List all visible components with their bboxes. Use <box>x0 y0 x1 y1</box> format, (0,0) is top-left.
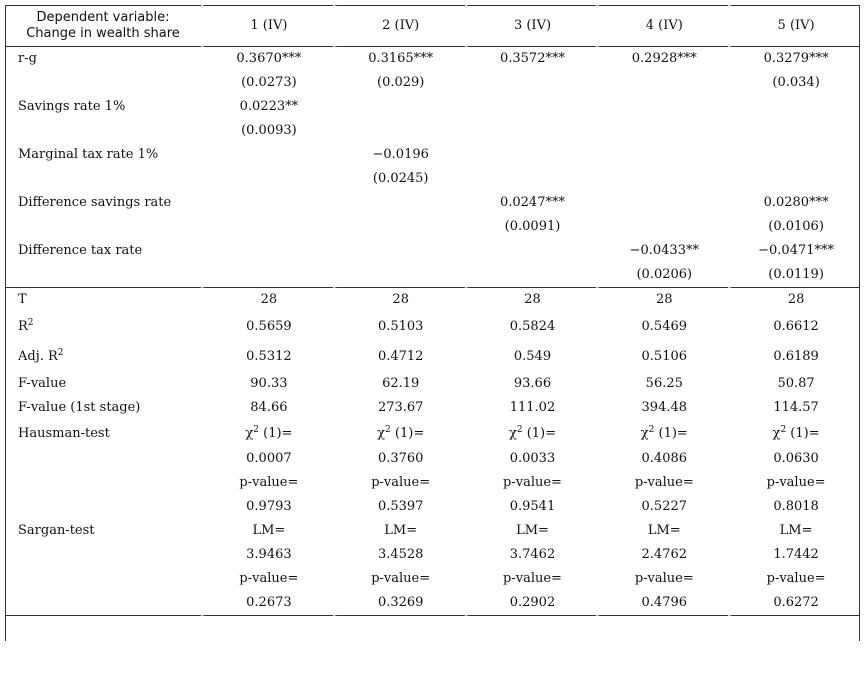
header-row <box>5 5 860 47</box>
stat-value: 0.5312 <box>201 342 333 372</box>
column-header: 5 (IV) <box>728 5 860 47</box>
se-value: (0.0093) <box>201 119 333 143</box>
stat-row-hausman-p <box>5 495 860 519</box>
se-value <box>596 119 728 143</box>
p-value-label: p-value= <box>201 567 333 591</box>
se-value <box>465 167 597 191</box>
stat-value: 0.3760 <box>333 447 465 471</box>
stat-value: 0.5103 <box>333 312 465 342</box>
stat-row-f <box>5 372 860 396</box>
stat-value: 56.25 <box>596 372 728 396</box>
stat-value: 0.5227 <box>596 495 728 519</box>
stat-value: 0.9541 <box>465 495 597 519</box>
stat-value: 3.9463 <box>201 543 333 567</box>
coef-label: Difference savings rate <box>18 195 172 210</box>
stat-value: 0.549 <box>465 342 597 372</box>
se-value: (0.0273) <box>201 71 333 95</box>
coef-row <box>5 191 860 215</box>
stat-label: F-value (1st stage) <box>18 400 141 415</box>
stat-value: 0.9793 <box>201 495 333 519</box>
coef-value <box>201 143 333 167</box>
stat-value: 3.4528 <box>333 543 465 567</box>
stat-value: 0.4086 <box>596 447 728 471</box>
stat-value: 0.5824 <box>465 312 597 342</box>
stat-value: 84.66 <box>201 396 333 420</box>
hausman-chi-label: $\chi^2$ (1)= <box>465 420 597 447</box>
se-value <box>333 215 465 239</box>
stat-value: 0.4796 <box>596 591 728 616</box>
coef-value: −0.0433** <box>596 239 728 263</box>
coef-value: 0.3279*** <box>728 47 860 71</box>
column-header: 2 (IV) <box>333 5 465 47</box>
stat-value: 28 <box>333 288 465 312</box>
se-value: (0.0091) <box>465 215 597 239</box>
stat-value: 28 <box>465 288 597 312</box>
stat-row-hausman-chi <box>5 447 860 471</box>
coef-label: Difference tax rate <box>18 243 143 258</box>
se-row <box>5 215 860 239</box>
se-value <box>596 167 728 191</box>
lm-label: LM= <box>201 519 333 543</box>
coef-value <box>465 95 597 119</box>
stat-value: 111.02 <box>465 396 597 420</box>
se-row <box>5 167 860 191</box>
stat-value: 0.6189 <box>728 342 860 372</box>
coef-value: 0.3572*** <box>465 47 597 71</box>
coef-row <box>5 47 860 71</box>
se-value: (0.0119) <box>728 263 860 288</box>
stat-value: 0.6612 <box>728 312 860 342</box>
stat-value: 0.4712 <box>333 342 465 372</box>
lm-label: LM= <box>465 519 597 543</box>
stat-value: 273.67 <box>333 396 465 420</box>
coef-value <box>333 239 465 263</box>
coef-value <box>596 191 728 215</box>
stat-value: 28 <box>596 288 728 312</box>
stat-value: 90.33 <box>201 372 333 396</box>
p-value-label: p-value= <box>728 471 860 495</box>
se-value <box>465 263 597 288</box>
stat-value: 0.5469 <box>596 312 728 342</box>
se-value <box>465 71 597 95</box>
se-value <box>465 119 597 143</box>
se-value <box>596 71 728 95</box>
p-value-label: p-value= <box>465 567 597 591</box>
lm-label: LM= <box>596 519 728 543</box>
stat-value: 0.5106 <box>596 342 728 372</box>
se-value <box>333 119 465 143</box>
se-row <box>5 71 860 95</box>
stat-label: F-value <box>18 376 67 391</box>
stat-label: Hausman-test <box>18 425 110 441</box>
coef-label: Savings rate 1% <box>18 99 126 114</box>
coef-value: 0.0247*** <box>465 191 597 215</box>
stat-value: 0.6272 <box>728 591 860 616</box>
stat-row-f1 <box>5 396 860 420</box>
stat-value: 0.5659 <box>201 312 333 342</box>
se-value <box>728 167 860 191</box>
hausman-chi-label: $\chi^2$ (1)= <box>333 420 465 447</box>
stat-value: 0.2673 <box>201 591 333 616</box>
stat-value: 3.7462 <box>465 543 597 567</box>
p-value-label: p-value= <box>728 567 860 591</box>
stat-value: 0.8018 <box>728 495 860 519</box>
stat-value: 28 <box>728 288 860 312</box>
stat-label: T <box>18 292 27 307</box>
coef-value: 0.3670*** <box>201 47 333 71</box>
coef-label: r-g <box>18 51 37 66</box>
se-row <box>5 263 860 288</box>
hausman-chi-label: $\chi^2$ (1)= <box>728 420 860 447</box>
stat-value: 93.66 <box>465 372 597 396</box>
stat-row-adj-r2 <box>5 342 860 372</box>
se-value: (0.029) <box>333 71 465 95</box>
stat-row-t <box>5 288 860 312</box>
se-row <box>5 119 860 143</box>
se-value <box>728 119 860 143</box>
coef-value: 0.2928*** <box>596 47 728 71</box>
coef-value <box>465 239 597 263</box>
coef-value: 0.0223** <box>201 95 333 119</box>
regression-table <box>5 5 860 616</box>
stat-value: 0.5397 <box>333 495 465 519</box>
coef-value <box>201 191 333 215</box>
stat-value: 1.7442 <box>728 543 860 567</box>
p-value-label: p-value= <box>465 471 597 495</box>
coef-label: Marginal tax rate 1% <box>18 147 159 162</box>
stat-value: 0.0630 <box>728 447 860 471</box>
coef-value <box>465 143 597 167</box>
dependent-variable-label: Dependent variable: <box>36 10 170 25</box>
stat-row-hausman <box>5 420 860 447</box>
stat-value: 2.4762 <box>596 543 728 567</box>
se-value: (0.034) <box>728 71 860 95</box>
se-value: (0.0206) <box>596 263 728 288</box>
stat-row-sargan <box>5 519 860 543</box>
coef-value <box>201 239 333 263</box>
coef-row <box>5 239 860 263</box>
coef-value: −0.0196 <box>333 143 465 167</box>
hausman-chi-label: $\chi^2$ (1)= <box>596 420 728 447</box>
stat-value: 0.2902 <box>465 591 597 616</box>
coef-value <box>728 95 860 119</box>
stat-label: Sargan-test <box>18 523 95 538</box>
coef-value: 0.0280*** <box>728 191 860 215</box>
p-value-label: p-value= <box>333 567 465 591</box>
p-value-label: p-value= <box>596 471 728 495</box>
p-value-label: p-value= <box>333 471 465 495</box>
coef-value <box>333 95 465 119</box>
coef-value <box>728 143 860 167</box>
stat-value: 114.57 <box>728 396 860 420</box>
coef-value <box>596 143 728 167</box>
column-header: 4 (IV) <box>596 5 728 47</box>
stat-label: $R^2$ <box>18 318 34 334</box>
stat-value: 62.19 <box>333 372 465 396</box>
se-value <box>596 215 728 239</box>
se-value <box>201 167 333 191</box>
stat-value: 0.3269 <box>333 591 465 616</box>
stat-value: 0.0007 <box>201 447 333 471</box>
se-value <box>333 263 465 288</box>
coef-row <box>5 95 860 119</box>
stat-value: 50.87 <box>728 372 860 396</box>
stat-value: 28 <box>201 288 333 312</box>
coef-value <box>596 95 728 119</box>
stat-value: 0.0033 <box>465 447 597 471</box>
lm-label: LM= <box>728 519 860 543</box>
se-value <box>201 263 333 288</box>
column-header: 1 (IV) <box>201 5 333 47</box>
column-header: 3 (IV) <box>465 5 597 47</box>
se-value: (0.0106) <box>728 215 860 239</box>
stat-row-r2 <box>5 312 860 342</box>
stat-row-sargan-p <box>5 591 860 616</box>
coef-value: −0.0471*** <box>728 239 860 263</box>
stat-row-sargan-p-label <box>5 567 860 591</box>
coef-row <box>5 143 860 167</box>
stat-row-sargan-lm <box>5 543 860 567</box>
dependent-variable-header <box>5 5 201 47</box>
stat-value: 394.48 <box>596 396 728 420</box>
stat-row-hausman-p-label <box>5 471 860 495</box>
dependent-variable-desc: Change in wealth share <box>26 26 180 41</box>
lm-label: LM= <box>333 519 465 543</box>
p-value-label: p-value= <box>596 567 728 591</box>
hausman-chi-label: $\chi^2$ (1)= <box>201 420 333 447</box>
se-value <box>201 215 333 239</box>
coef-value <box>333 191 465 215</box>
stat-label: Adj. $R^2$ <box>18 348 64 364</box>
p-value-label: p-value= <box>201 471 333 495</box>
se-value: (0.0245) <box>333 167 465 191</box>
coef-value: 0.3165*** <box>333 47 465 71</box>
